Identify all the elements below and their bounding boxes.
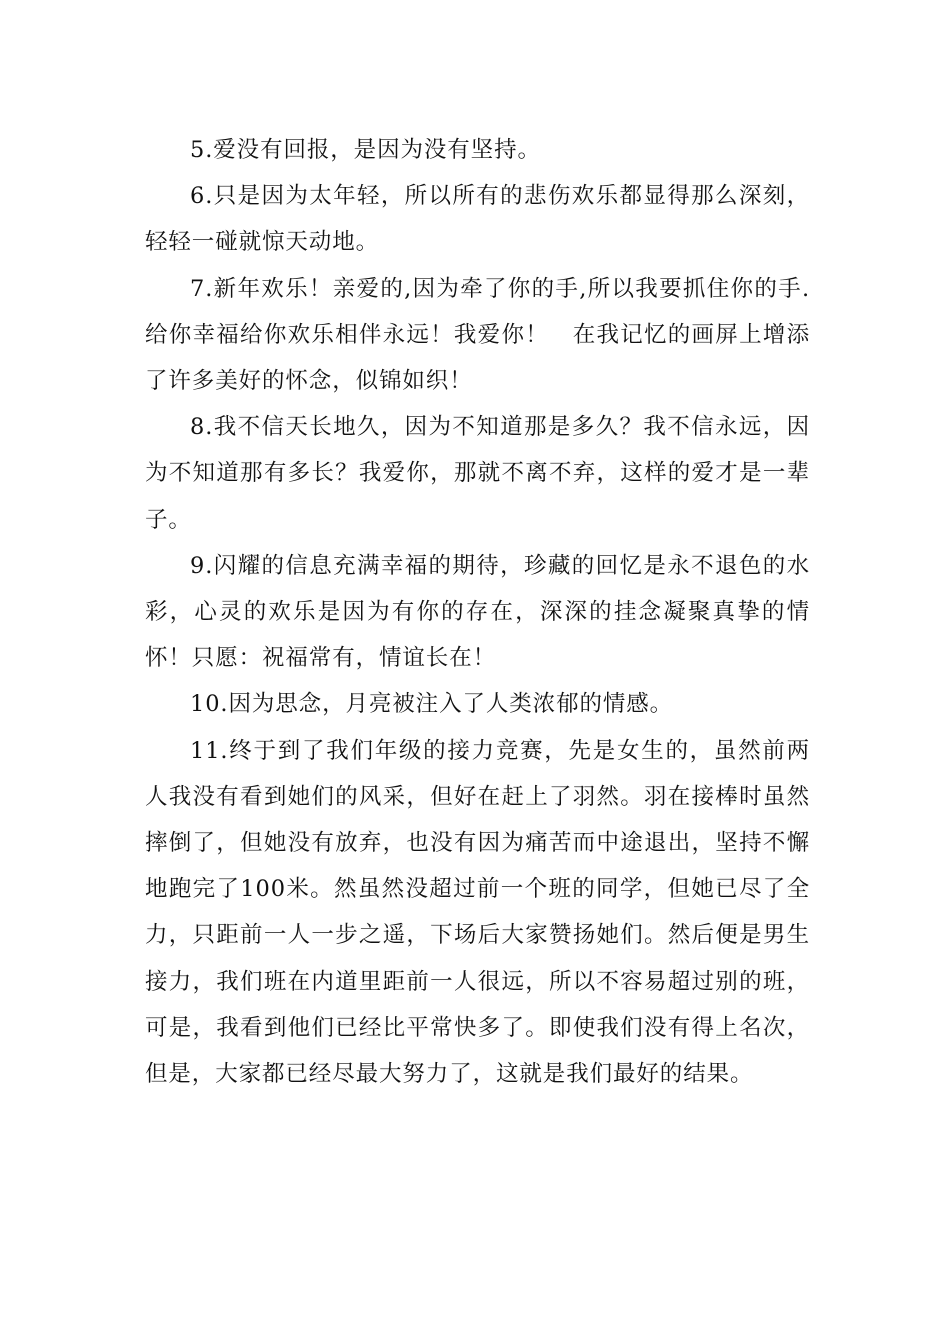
paragraph-6: 6.只是因为太年轻，所以所有的悲伤欢乐都显得那么深刻，轻轻一碰就惊天动地。 bbox=[145, 183, 810, 256]
document-body bbox=[145, 127, 810, 1097]
paragraph-11: 11.终于到了我们年级的接力竞赛，先是女生的，虽然前两人我没有看到她们的风采，但好在赶上了羽然。羽在接棒时虽然摔倒了，但她没有放弃，也没有因为痛苦而中途退出，坚持不懈地跑完了100米。然虽然没超过前一个班的同学，但她已尽了全力，只距前一人一步之遥，下场后大家赞扬她们。然后便是男生接力，我们班在内道里距前一人很远，所以不容易超过别的班，可是，我看到他们已经比平常快多了。即使我们没有得上名次，但是，大家都已经尽最大努力了，这就是我们最好的结果。 bbox=[145, 737, 810, 1088]
paragraph-10: 10.因为思念，月亮被注入了人类浓郁的情感。 bbox=[190, 691, 674, 718]
paragraph-5: 5.爱没有回报，是因为没有坚持。 bbox=[190, 137, 541, 163]
paragraph-7: 7.新年欢乐！亲爱的,因为牵了你的手,所以我要抓住你的手.给你幸福给你欢乐相伴永远！我爱你！ 在我记忆的画屏上增添了许多美好的怀念，似锦如织！ bbox=[145, 275, 810, 395]
paragraph-9: 9.闪耀的信息充满幸福的期待，珍藏的回忆是永不退色的水彩，心灵的欢乐是因为有你的存在，深深的挂念凝聚真挚的情怀！只愿：祝福常有，情谊长在！ bbox=[145, 552, 810, 672]
paragraph-8: 8.我不信天长地久，因为不知道那是多久？我不信永远，因为不知道那有多长？我爱你，那就不离不弃，这样的爱才是一辈子。 bbox=[145, 414, 810, 533]
